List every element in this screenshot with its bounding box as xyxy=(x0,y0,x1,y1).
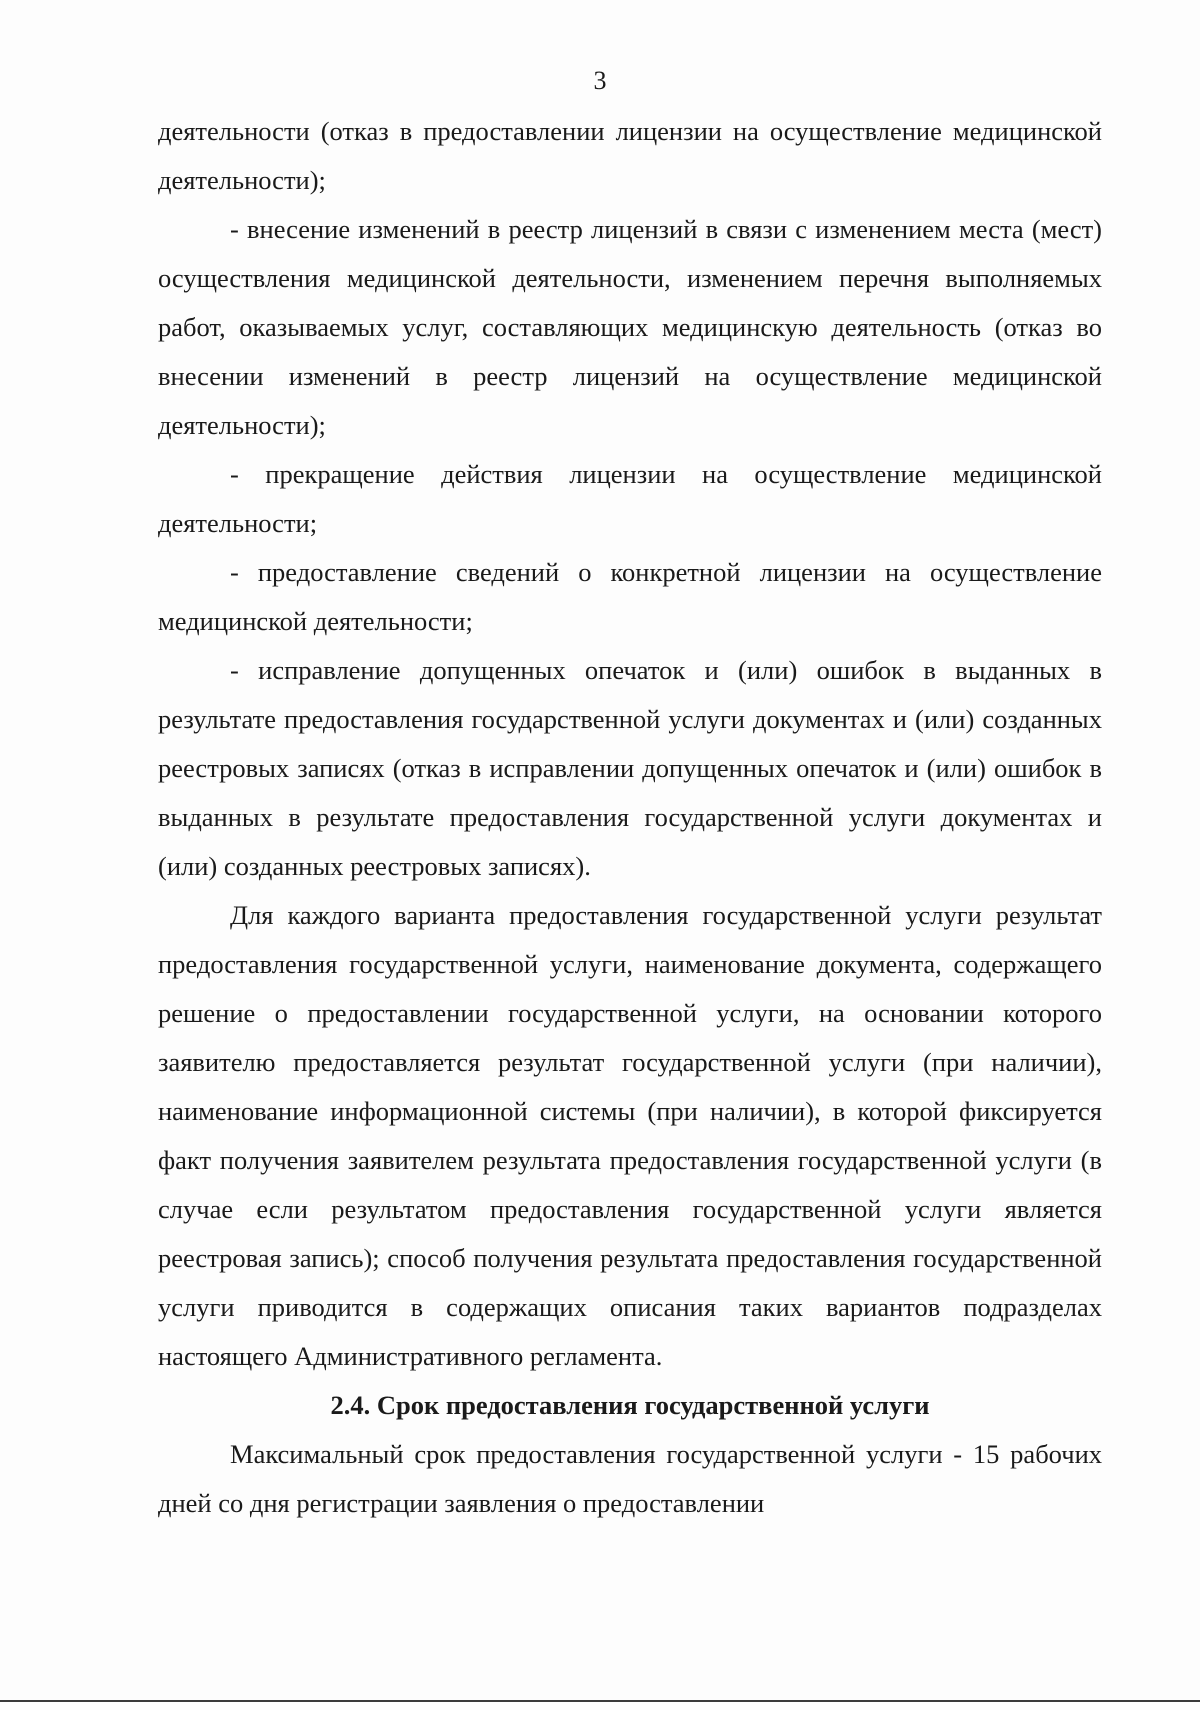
bottom-divider xyxy=(0,1700,1200,1702)
document-body xyxy=(158,107,1102,1528)
paragraph-list-item-license-info: - предоставление сведений о конкретной лицензии на осуществление медицинской деятельности; xyxy=(158,557,1102,636)
paragraph-max-term: Максимальный срок предоставления государственной услуги - 15 рабочих дней со дня регистрации заявления о предоставлении xyxy=(158,1439,1102,1518)
paragraph-list-item-registry-changes: - внесение изменений в реестр лицензий в связи с изменением места (мест) осуществления медицинской деятельности, изменением перечня выполняемых работ, оказываемых услуг, составляющих медицинскую деятельность (отказ во внесении изменений в реестр лицензий на осуществление медицинской деятельности); xyxy=(158,214,1102,440)
page-number: 3 xyxy=(593,66,607,95)
paragraph-continuation: деятельности (отказ в предоставлении лицензии на осуществление медицинской деятельности); xyxy=(158,116,1102,195)
paragraph-service-variants: Для каждого варианта предоставления государственной услуги результат предоставления государственной услуги, наименование документа, содержащего решение о предоставлении государственной услуги, на основании которого заявителю предоставляется результат государственной услуги (при наличии), наименование информационной системы (при наличии), в которой фиксируется факт получения заявителем результата предоставления государственной услуги (в случае если результатом предоставления государственной услуги является реестровая запись); способ получения результата предоставления государственной услуги приводится в содержащих описания таких вариантов подразделах настоящего Административного регламента. xyxy=(158,900,1102,1371)
section-heading: 2.4. Срок предоставления государственной услуги xyxy=(330,1390,930,1420)
paragraph-list-item-corrections: - исправление допущенных опечаток и (или) ошибок в выданных в результате предоставления государственной услуги документах и (или) созданных реестровых записях (отказ в исправлении допущенных опечаток и (или) ошибок в выданных в результате предоставления государственной услуги документах и (или) созданных реестровых записях). xyxy=(158,655,1102,881)
paragraph-list-item-termination: - прекращение действия лицензии на осуществление медицинской деятельности; xyxy=(158,459,1102,538)
